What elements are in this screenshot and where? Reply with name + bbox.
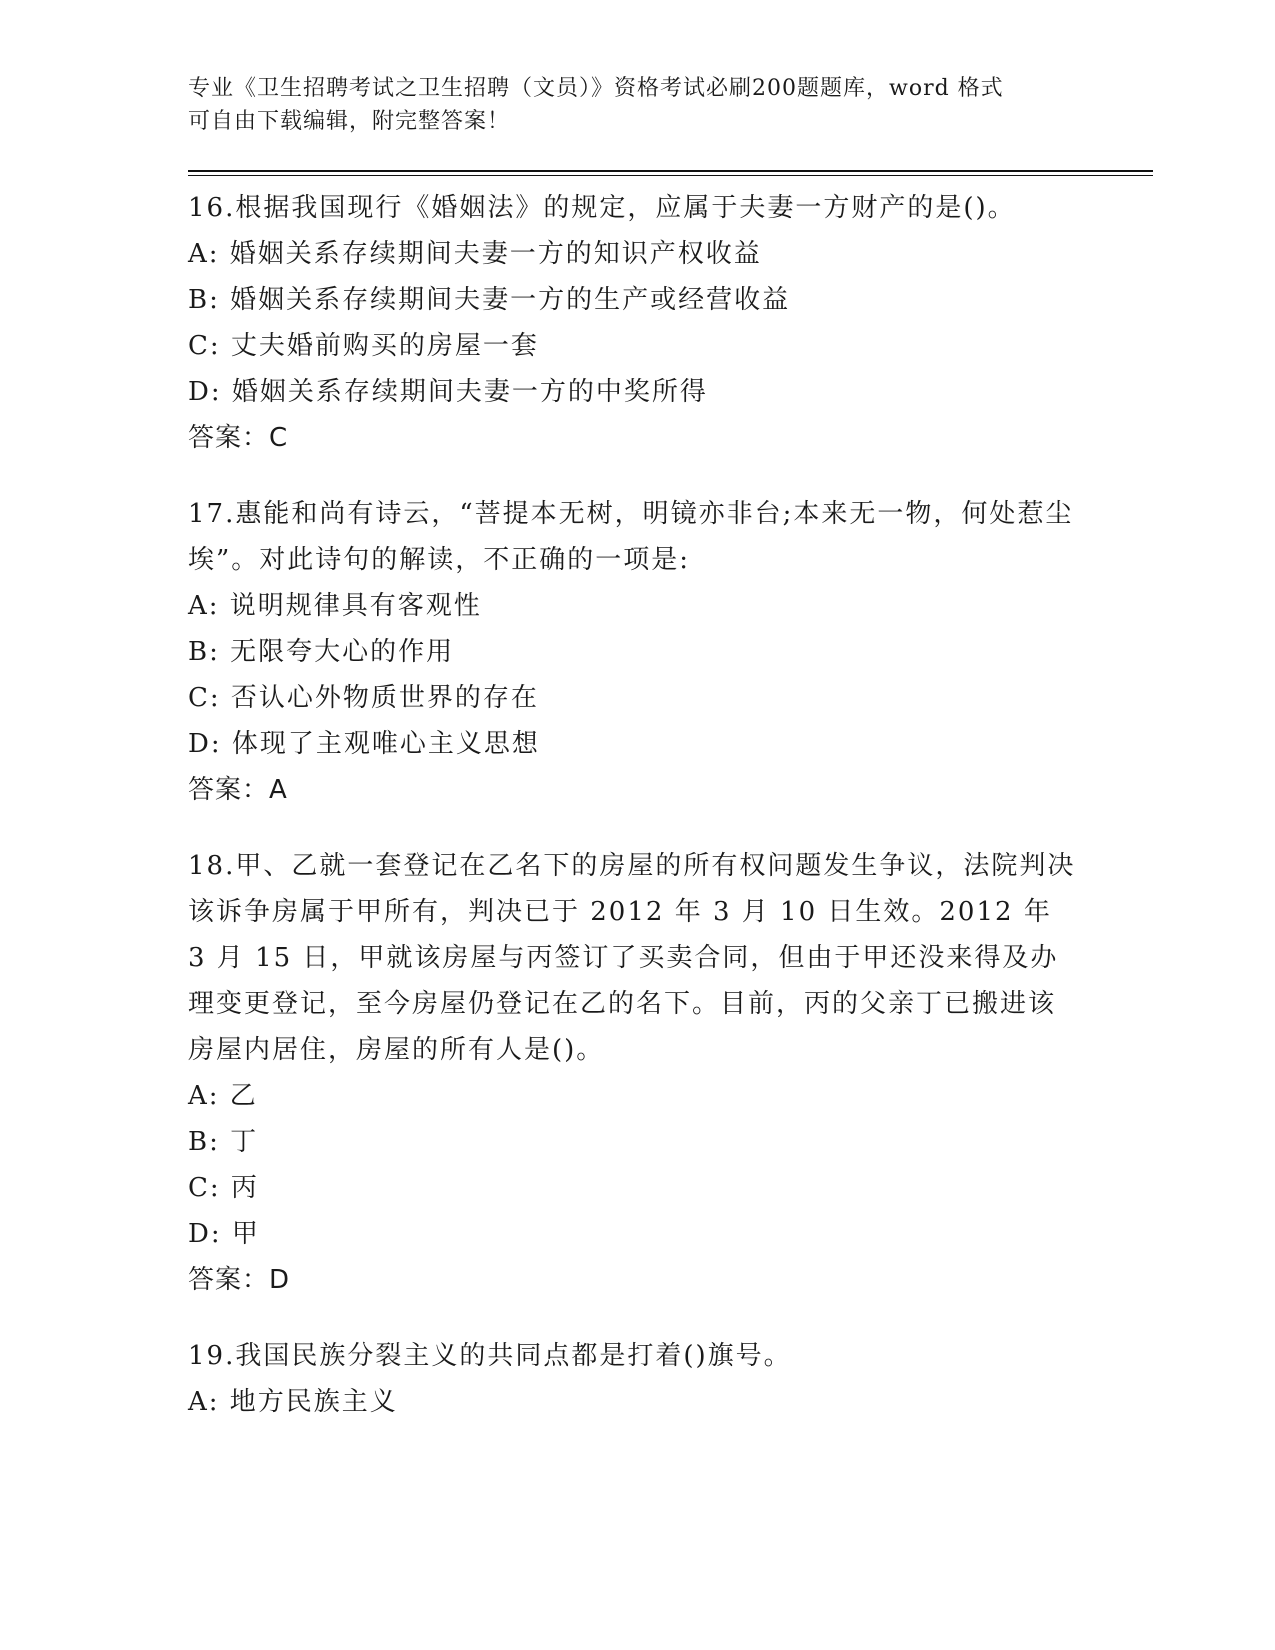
- option-a: A: 婚姻关系存续期间夫妻一方的知识产权收益: [188, 239, 762, 269]
- question-stem: 19.我国民族分裂主义的共同点都是打着()旗号。: [188, 1341, 792, 1371]
- answer-label: 答案：A: [188, 775, 288, 805]
- header-title-line-1: 专业《卫生招聘考试之卫生招聘（文员）》资格考试必刷200题题库，word 格式: [188, 76, 1004, 101]
- option-b: B: 无限夸大心的作用: [188, 637, 455, 667]
- question-stem: 17.惠能和尚有诗云，“菩提本无树，明镜亦非台;本来无一物，何处惹尘埃”。对此诗句的解读，不正确的一项是:: [188, 499, 1074, 575]
- answer-label: 答案：D: [188, 1265, 291, 1295]
- question-stem: 18.甲、乙就一套登记在乙名下的房屋的所有权问题发生争议，法院判决该诉争房属于甲所有，判决已于 2012 年 3 月 10 日生效。2012 年 3 月 15 日，甲就该房屋与丙签订了买卖合同，但由于甲还没来得及办理变更登记，至今房屋仍登记在乙的名下。目前，丙的父亲丁已搬进该房屋内居住，房屋的所有人是()。: [188, 851, 1076, 1065]
- option-a: A: 乙: [188, 1081, 258, 1111]
- option-a: A: 地方民族主义: [188, 1387, 398, 1417]
- question-17: [188, 491, 1078, 813]
- question-18: [188, 843, 1078, 1303]
- option-d: D: 体现了主观唯心主义思想: [188, 729, 540, 759]
- option-b: B: 丁: [188, 1127, 259, 1157]
- option-c: C: 丈夫婚前购买的房屋一套: [188, 331, 539, 361]
- question-stem: 16.根据我国现行《婚姻法》的规定，应属于夫妻一方财产的是()。: [188, 193, 1016, 223]
- option-b: B: 婚姻关系存续期间夫妻一方的生产或经营收益: [188, 285, 791, 315]
- question-list: [188, 185, 1078, 1449]
- header-title-line-2: 可自由下载编辑，附完整答案！: [188, 109, 511, 134]
- question-16: [188, 185, 1078, 461]
- question-19: [188, 1333, 1078, 1425]
- option-d: D: 甲: [188, 1219, 260, 1249]
- answer-label: 答案：C: [188, 423, 289, 453]
- option-c: C: 丙: [188, 1173, 259, 1203]
- option-d: D: 婚姻关系存续期间夫妻一方的中奖所得: [188, 377, 708, 407]
- option-a: A: 说明规律具有客观性: [188, 591, 482, 621]
- document-header: [188, 72, 1068, 138]
- header-divider-thin: [188, 175, 1153, 176]
- header-divider-thick: [188, 170, 1153, 172]
- option-c: C: 否认心外物质世界的存在: [188, 683, 539, 713]
